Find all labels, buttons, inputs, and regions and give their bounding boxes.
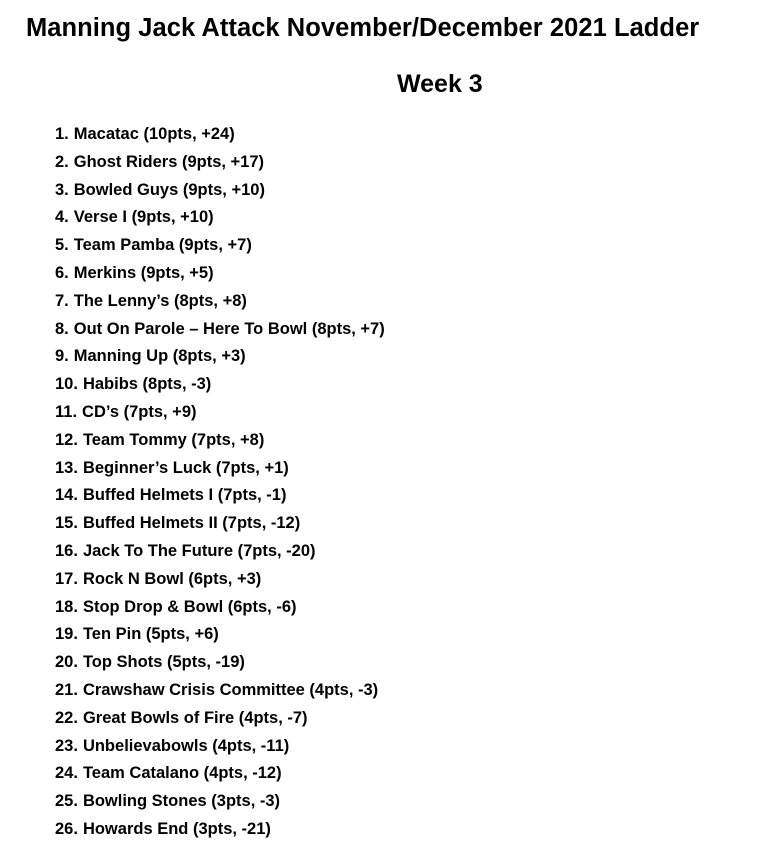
ladder-position: 17.: [55, 569, 78, 588]
ladder-team-entry: Jack To The Future (7pts, -20): [82, 541, 316, 560]
ladder-team-entry: CD’s (7pts, +9): [82, 402, 197, 421]
ladder-position: 24.: [55, 764, 78, 783]
ladder-row: [55, 706, 385, 734]
ladder-team-entry: Beginner’s Luck (7pts, +1): [82, 458, 289, 477]
ladder-team-entry: The Lenny’s (8pts, +8): [73, 291, 247, 310]
ladder-row: [55, 650, 385, 678]
ladder-team-entry: Unbelievabowls (4pts, -11): [82, 736, 290, 755]
ladder-row: [55, 678, 385, 706]
ladder-row: [55, 511, 385, 539]
ladder-row: [55, 734, 385, 762]
ladder-row: [55, 567, 385, 595]
ladder-row: [55, 400, 385, 428]
ladder-row: [55, 595, 385, 623]
ladder-row: [55, 205, 385, 233]
ladder-team-entry: Team Catalano (4pts, -12): [82, 764, 282, 783]
ladder-team-entry: Howards End (3pts, -21): [82, 819, 271, 838]
ladder-position: 10.: [55, 375, 78, 394]
ladder-team-entry: Bowling Stones (3pts, -3): [82, 792, 281, 811]
ladder-row: [55, 539, 385, 567]
page-title: Manning Jack Attack November/December 2021 Ladder: [26, 14, 700, 42]
ladder-position: 4.: [55, 208, 69, 227]
ladder-position: 18.: [55, 597, 78, 616]
ladder-position: 1.: [55, 125, 69, 143]
ladder-team-entry: Bowled Guys (9pts, +10): [73, 180, 265, 199]
ladder-position: 12.: [55, 430, 78, 449]
ladder-team-entry: Ghost Riders (9pts, +17): [73, 152, 265, 171]
ladder-team-entry: Merkins (9pts, +5): [73, 263, 214, 282]
ladder-position: 23.: [55, 736, 78, 755]
ladder-position: 15.: [55, 514, 78, 533]
ladder-row: [55, 483, 385, 511]
ladder-position: 22.: [55, 708, 78, 727]
ladder-position: 13.: [55, 458, 78, 477]
ladder-row: [55, 817, 385, 845]
ladder-position: 21.: [55, 680, 78, 699]
ladder-position: 20.: [55, 653, 78, 672]
ladder-row: [55, 261, 385, 289]
ladder-row: [55, 789, 385, 817]
ladder-row: [55, 372, 385, 400]
ladder-position: 9.: [55, 347, 69, 366]
ladder-team-entry: Habibs (8pts, -3): [82, 375, 212, 394]
ladder-team-entry: Team Tommy (7pts, +8): [82, 430, 265, 449]
ladder-row: [55, 761, 385, 789]
ladder-position: 5.: [55, 236, 69, 255]
ladder-team-entry: Out On Parole – Here To Bowl (8pts, +7): [73, 319, 385, 338]
ladder-position: 19.: [55, 625, 78, 644]
ladder-position: 6.: [55, 263, 69, 282]
ladder-position: 25.: [55, 792, 78, 811]
ladder-position: 3.: [55, 180, 69, 199]
ladder-position: 11.: [55, 402, 78, 421]
ladder-team-entry: Manning Up (8pts, +3): [73, 347, 246, 366]
ladder-team-entry: Team Pamba (9pts, +7): [73, 236, 252, 255]
ladder-team-entry: Rock N Bowl (6pts, +3): [82, 569, 262, 588]
ladder-list: [55, 122, 385, 845]
ladder-row: [55, 289, 385, 317]
ladder-position: 14.: [55, 486, 78, 505]
ladder-team-entry: Top Shots (5pts, -19): [82, 653, 245, 672]
ladder-row: [55, 428, 385, 456]
ladder-row: [55, 456, 385, 484]
ladder-position: 26.: [55, 819, 78, 838]
week-subtitle: Week 3: [397, 70, 483, 98]
ladder-team-entry: Macatac (10pts, +24): [73, 125, 235, 143]
ladder-position: 16.: [55, 541, 78, 560]
ladder-team-entry: Verse I (9pts, +10): [73, 208, 214, 227]
ladder-row: [55, 178, 385, 206]
ladder-team-entry: Stop Drop & Bowl (6pts, -6): [82, 597, 297, 616]
ladder-row: [55, 344, 385, 372]
ladder-team-entry: Great Bowls of Fire (4pts, -7): [82, 708, 308, 727]
ladder-position: 7.: [55, 291, 69, 310]
ladder-row: [55, 317, 385, 345]
ladder-team-entry: Ten Pin (5pts, +6): [82, 625, 219, 644]
ladder-team-entry: Buffed Helmets I (7pts, -1): [82, 486, 287, 505]
ladder-position: 2.: [55, 152, 69, 171]
ladder-team-entry: Buffed Helmets II (7pts, -12): [82, 514, 301, 533]
ladder-row: [55, 150, 385, 178]
ladder-row: [55, 122, 385, 150]
ladder-position: 8.: [55, 319, 69, 338]
ladder-row: [55, 233, 385, 261]
ladder-team-entry: Crawshaw Crisis Committee (4pts, -3): [82, 680, 379, 699]
ladder-row: [55, 622, 385, 650]
